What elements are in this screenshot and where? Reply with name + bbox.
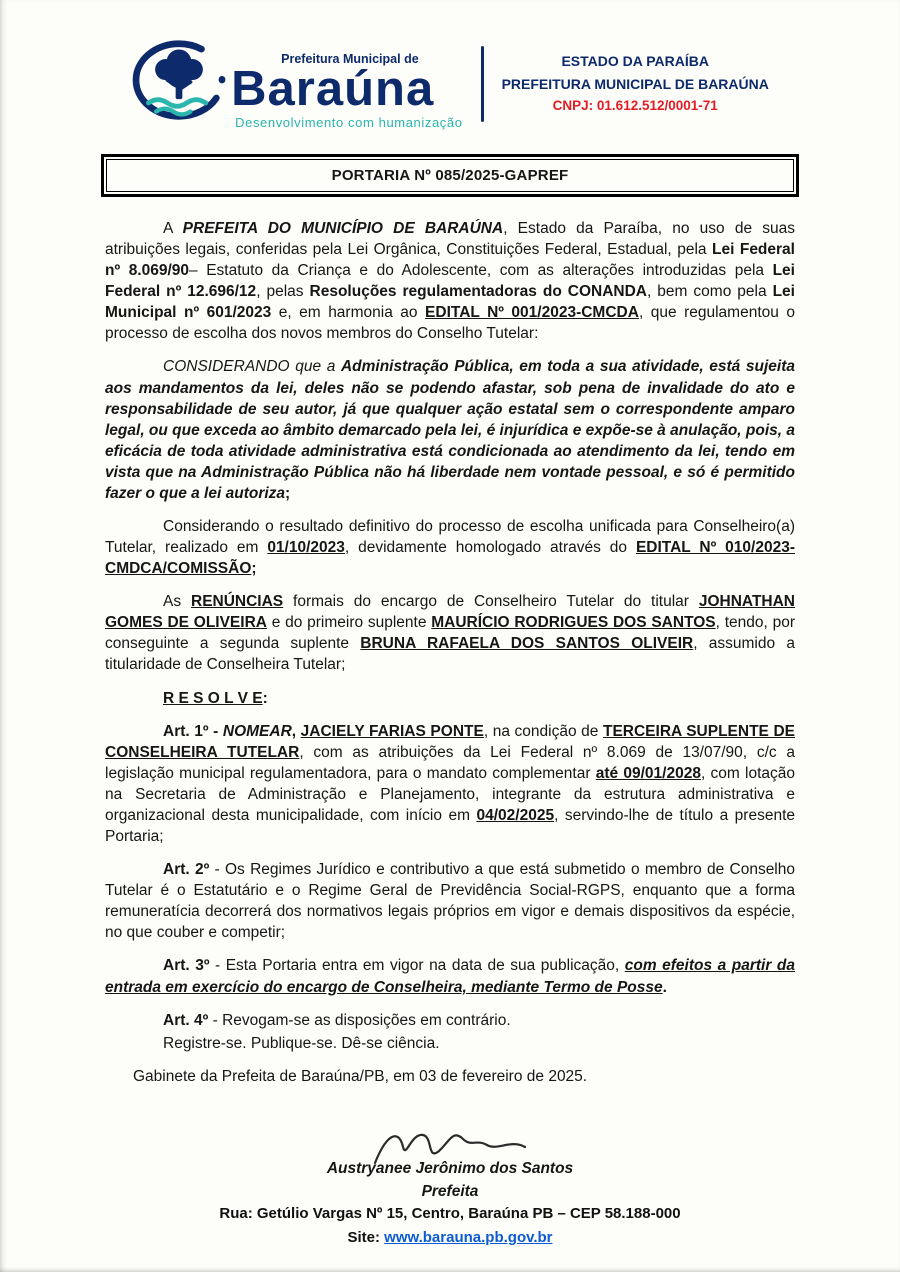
- paragraph-opening: A PREFEITA DO MUNICÍPIO DE BARAÚNA, Estado da Paraíba, no uso de suas atribuições legais, conferidas pela Lei Orgânica, Constituições Federal, Estadual, pela Lei Federal nº 8.069/90– Estatuto da Criança e do Adolescente, com as alterações introduzidas pela Lei Federal nº 12.696/12, pelas Resoluções regulamentadoras do CONANDA, bem como pela Lei Municipal nº 601/2023 e, em harmonia ao EDITAL Nº 001/2023-CMCDA, que regulamentou o processo de escolha dos novos membros do Conselho Tutelar:: [105, 220, 795, 343]
- signature-name: Austryanee Jerônimo dos Santos: [326, 1159, 574, 1177]
- paragraph-considerando-2: Considerando o resultado definitivo do processo de escolha unificada para Conselheiro(a) Tutelar, realizado em 01/10/2023, devidamente homologado através do EDITAL Nº 010/2023-CMDCA/COMISSÃO;: [105, 518, 795, 578]
- header-divider: [481, 46, 484, 122]
- logo-tagline: Desenvolvimento com humanização: [235, 115, 463, 130]
- cnpj-number: CNPJ: 01.612.512/0001-71: [552, 98, 718, 114]
- paragraph-art-4: Art. 4º - Revogam-se as disposições em contrário.: [163, 1011, 511, 1029]
- paragraph-renuncias: As RENÚNCIAS formais do encargo de Conselheiro Tutelar do titular JOHNATHAN GOMES DE OLIVEIRA e do primeiro suplente MAURÍCIO RODRIGUES DOS SANTOS, tendo, por conseguinte a segunda suplente BRUNA RAFAELA DOS SANTOS OLIVEIR, assumido a titularidade de Conselheira Tutelar;: [105, 593, 795, 674]
- signature-block: [0, 1125, 900, 1201]
- paragraph-art-2: Art. 2º - Os Regimes Jurídico e contributivo a que está submetido o membro de Conselho Tutelar é o Estatutário e o Regime Geral de Previdência Social-RGPS, enquanto que a forma remuneratícia decorrerá dos normativos legais próprios em vigor e demais dispositivos da espécie, no que couber e competir;: [105, 861, 795, 942]
- paragraph-art-1: Art. 1º - NOMEAR, JACIELY FARIAS PONTE, na condição de TERCEIRA SUPLENTE DE CONSELHEIRA TUTELAR, com as atribuições da Lei Federal nº 8.069 de 13/07/90, c/c a legislação municipal regulamentadora, para o mandato complementar até 09/01/2028, com lotação na Secretaria de Administração e Planejamento, integrante da estrutura administrativa e organizacional desta municipalidade, com início em 04/02/2025, servindo-lhe de título a presente Portaria;: [105, 722, 795, 846]
- logo-wordmark: [231, 53, 462, 129]
- paragraph-considerando-1: CONSIDERANDO que a Administração Pública, em toda a sua atividade, está sujeita aos mandamentos da lei, deles não se podendo afastar, sob pena de invalidade do ato e responsabilidade de seu autor, já que qualquer ação estatal sem o correspondente amparo legal, ou que exceda ao âmbito demarcado pela lei, é injurídica e expõe-se à anulação, pois, a eficácia de toda atividade administrativa está condicionada ao atendimento da lei, tendo em vista que na Administração Pública não há liberdade nem vontade pessoal, e só é permitido fazer o que a lei autoriza;: [105, 358, 795, 502]
- logo-pre-title: Prefeitura Municipal de: [281, 51, 419, 66]
- document-body: [105, 218, 795, 1099]
- site-link[interactable]: www.barauna.pb.gov.br: [384, 1229, 553, 1246]
- title-section: [106, 159, 794, 192]
- org-identification: [502, 50, 769, 116]
- footer-site-line: [0, 1229, 900, 1246]
- letterhead: [0, 0, 900, 129]
- footer-address: Rua: Getúlio Vargas Nº 15, Centro, Baraúna PB – CEP 58.188-000: [219, 1205, 681, 1222]
- site-label: Site:: [347, 1229, 380, 1246]
- paragraph-gabinete: Gabinete da Prefeita de Baraúna/PB, em 03 de fevereiro de 2025.: [133, 1067, 588, 1085]
- paragraph-registre: Registre-se. Publique-se. Dê-se ciência.: [163, 1034, 440, 1052]
- signature-role: Prefeita: [421, 1182, 479, 1200]
- prefecture-name: PREFEITURA MUNICIPAL DE BARAÚNA: [501, 75, 769, 92]
- document-footer: [0, 1205, 900, 1272]
- tree-water-logo-icon: [131, 38, 227, 129]
- logo-city-name: Baraúna: [231, 62, 435, 117]
- state-name: ESTADO DA PARAÍBA: [561, 53, 709, 70]
- paragraph-resolve: R E S O L V E:: [163, 689, 268, 707]
- portaria-title: PORTARIA Nº 085/2025-GAPREF: [106, 159, 794, 192]
- paragraph-art-3: Art. 3º - Esta Portaria entra em vigor na data de sua publicação, com efeitos a partir da entrada em exercício do encargo de Conselheira, mediante Termo de Posse.: [105, 957, 795, 996]
- municipal-logo: [131, 38, 462, 129]
